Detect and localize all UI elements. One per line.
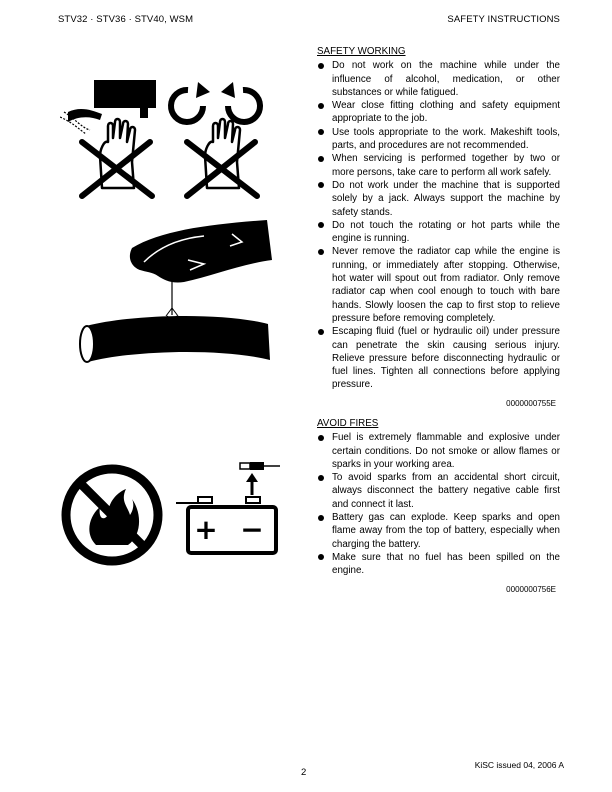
cable-clamp-icon (240, 462, 280, 470)
issue-info: KiSC issued 04, 2006 A (474, 760, 564, 770)
list-item: When servicing is performed together by two or more persons, take care to perform all work safely. (317, 152, 560, 179)
battery-disconnect-icon (170, 455, 290, 565)
reference-code: 0000000756E (506, 584, 556, 594)
battery-negative-symbol: − (240, 513, 264, 546)
list-item: Use tools appropriate to the work. Makeshift tools, parts, and procedures are not recommended. (317, 126, 560, 153)
avoid-fires-section (317, 417, 560, 596)
hand-icon (130, 220, 272, 283)
section-header: SAFETY INSTRUCTIONS (447, 14, 560, 25)
bullet-list (317, 59, 560, 391)
escaping-fluid-hand-illustration (72, 220, 274, 370)
crossed-hand-right-icon (187, 119, 257, 196)
no-open-flame-icon (60, 463, 165, 568)
rotating-parts-hands-warning-illustration (60, 70, 285, 200)
reference-code: 0000000755E (506, 398, 556, 408)
lift-arrow-icon (246, 473, 258, 495)
battery-positive-symbol: + (194, 513, 218, 546)
page-number: 2 (301, 767, 307, 778)
hydraulic-hose-icon (80, 316, 270, 362)
list-item: Battery gas can explode. Keep sparks and open flame away from the top of battery, especially when charging the battery. (317, 511, 560, 551)
rotation-arrows-icon (171, 82, 260, 122)
list-item: Fuel is extremely flammable and explosive under certain conditions. Do not smoke or allow flames or sparks in your working area. (317, 431, 560, 471)
bullet-list (317, 431, 560, 577)
section-title: AVOID FIRES (317, 418, 379, 429)
document-model-header: STV32 · STV36 · STV40, WSM (58, 14, 194, 25)
list-item: Do not work on the machine while under the influence of alcohol, medication, or other substances or while fatigued. (317, 59, 560, 99)
section-title: SAFETY WORKING (317, 46, 406, 57)
list-item: Escaping fluid (fuel or hydraulic oil) under pressure can penetrate the skin causing serious injury. Relieve pressure before disconnecting hydraulic or fuel lines. Tighten all connections before applying pressure. (317, 325, 560, 391)
crossed-hand-left-icon (82, 119, 152, 196)
safety-working-section (317, 45, 560, 410)
list-item: Do not work under the machine that is supported solely by a jack. Always support the machine by safety stands. (317, 179, 560, 219)
list-item: Wear close fitting clothing and safety equipment appropriate to the job. (317, 99, 560, 126)
list-item: To avoid sparks from an accidental short circuit, always disconnect the battery negative cable first and connect it last. (317, 471, 560, 511)
list-item: Make sure that no fuel has been spilled on the engine. (317, 551, 560, 578)
list-item: Do not touch the rotating or hot parts while the engine is running. (317, 219, 560, 246)
list-item: Never remove the radiator cap while the engine is running, or immediately after stopping. Otherwise, hot water will spout out from radiator. Only remove radiator cap when cool enough to touch with bare hands. Slowly loosen the cap to first stop to relieve pressure before removing completely. (317, 245, 560, 325)
